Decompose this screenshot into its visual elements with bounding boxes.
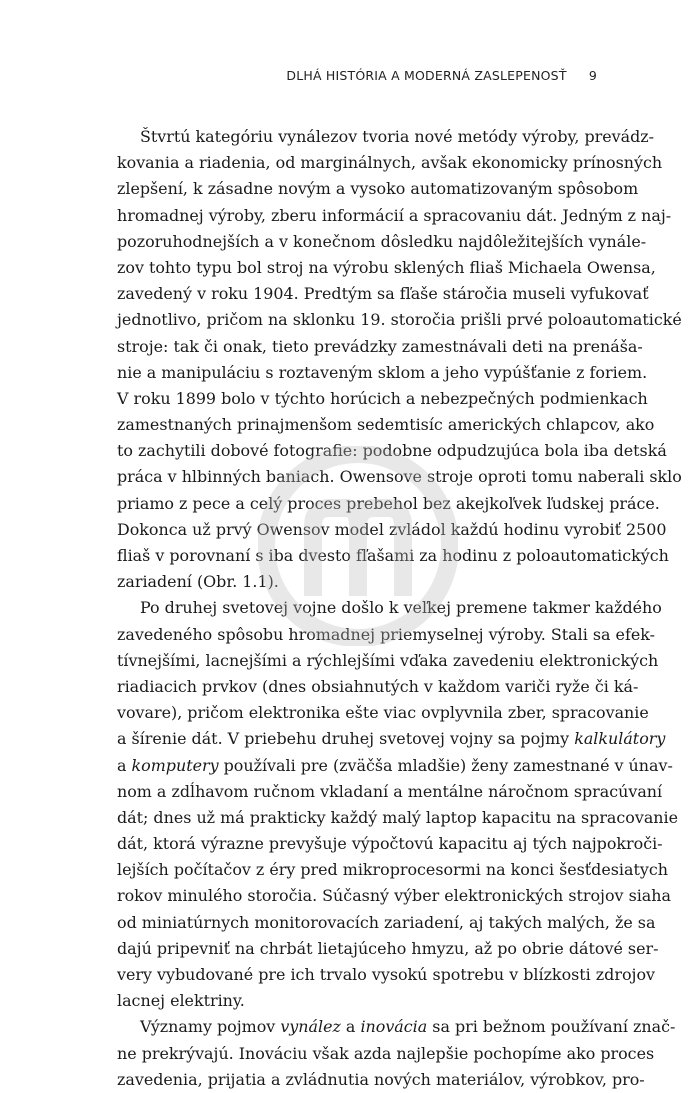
text-line: zariadení (Obr. 1.1). bbox=[117, 572, 279, 592]
text-line: riadiacich prvkov (dnes obsiahnutých v každom variči ryže či ká- bbox=[117, 676, 639, 696]
text-line: Významy pojmov vynález a inovácia sa pri bežnom používaní znač- bbox=[140, 1017, 676, 1037]
italic-term: inovácia bbox=[360, 1017, 428, 1037]
page-number: 9 bbox=[588, 68, 597, 83]
text-line: fliaš v porovnaní s iba dvesto fľašami za hodinu z poloautomatických bbox=[117, 546, 669, 565]
text-line: tívnejšími, lacnejšími a rýchlejšími vďaka zavedeniu elektronických bbox=[117, 650, 659, 670]
text-line: zavedený v roku 1904. Predtým sa fľaše stáročia museli vyfukovať bbox=[117, 284, 649, 304]
running-header bbox=[117, 68, 597, 83]
text-line: lacnej elektriny. bbox=[117, 991, 245, 1011]
text-line: pozoruhodnejších a v konečnom dôsledku najdôležitejších vynále- bbox=[117, 231, 647, 251]
text-line: dajú pripevniť na chrbát lietajúceho hmyzu, až po obrie dátové ser- bbox=[117, 938, 659, 958]
text-line: práca v hlbinných baniach. Owensove stroje oproti tomu naberali sklo bbox=[117, 467, 682, 487]
italic-term: vynález bbox=[280, 1017, 341, 1037]
text-line: zavedenia, prijatia a zvládnutia nových materiálov, výrobkov, pro- bbox=[117, 1069, 645, 1089]
text-line: Po druhej svetovej vojne došlo k veľkej premene takmer každého bbox=[140, 598, 662, 618]
text-line: hromadnej výroby, zberu informácií a spracovaniu dát. Jedným z naj- bbox=[117, 205, 672, 225]
text-line: lejších počítačov z éry pred mikroprocesormi na konci šesťdesiatych bbox=[117, 860, 668, 880]
text-line: ne prekrývajú. Inováciu však azda najlepšie pochopíme ako proces bbox=[117, 1043, 655, 1063]
text-line: zavedeného spôsobu hromadnej priemyselnej výroby. Stali sa efek- bbox=[117, 624, 655, 644]
text-line: vovare), pričom elektronika ešte viac ovplyvnila zber, spracovanie bbox=[117, 703, 649, 723]
text-line: very vybudované pre ich trvalo vysokú spotrebu v blízkosti zdrojov bbox=[117, 965, 655, 984]
text-line: Dokonca už prvý Owensov model zvládol každú hodinu vyrobiť 2500 bbox=[117, 519, 667, 539]
text-line: zamestnaných prinajmenšom sedemtisíc amerických chlapcov, ako bbox=[117, 415, 655, 435]
text-line: zlepšení, k zásadne novým a vysoko automatizovaným spôsobom bbox=[117, 179, 639, 199]
text-line: Štvrtú kategóriu vynálezov tvoria nové metódy výroby, prevádz- bbox=[140, 127, 655, 146]
body-text bbox=[117, 124, 682, 1093]
text-line: stroje: tak či onak, tieto prevádzky zamestnávali deti na prenáša- bbox=[117, 336, 643, 356]
text-line: nie a manipuláciu s roztaveným sklom a jeho vypúšťanie z foriem. bbox=[117, 362, 648, 382]
chapter-title: DLHÁ HISTÓRIA A MODERNÁ ZASLEPENOSŤ bbox=[286, 68, 567, 83]
text-line: kovania a riadenia, od marginálnych, avšak ekonomicky prínosných bbox=[117, 153, 663, 173]
text-line: jednotlivo, pričom na sklonku 19. storočia prišli prvé poloautomatické bbox=[117, 310, 682, 330]
text-line: priamo z pece a celý proces prebehol bez akejkoľvek ľudskej práce. bbox=[117, 493, 660, 513]
italic-term: kalkulátory bbox=[574, 729, 666, 749]
italic-term: komputery bbox=[131, 755, 219, 775]
text-line: a komputery používali pre (zväčša mladšie) ženy zamestnané v únav- bbox=[117, 755, 673, 775]
text-line: V roku 1899 bolo v týchto horúcich a nebezpečných podmienkach bbox=[117, 388, 648, 408]
text-line: dát; dnes už má prakticky každý malý laptop kapacitu na spracovanie bbox=[117, 807, 679, 827]
text-line: rokov minulého storočia. Súčasný výber elektronických strojov siaha bbox=[117, 886, 671, 906]
text-line: to zachytili dobové fotografie: podobne odpudzujúca bola iba detská bbox=[117, 441, 667, 461]
text-line: nom a zdĺhavom ručnom vkladaní a mentálne náročnom spracúvaní bbox=[117, 781, 663, 801]
text-line: od miniatúrnych monitorovacích zariadení, aj takých malých, že sa bbox=[117, 912, 656, 932]
text-line: dát, ktorá výrazne prevyšuje výpočtovú kapacitu aj tých najpokroči- bbox=[117, 834, 663, 854]
text-line: zov tohto typu bol stroj na výrobu sklených fliaš Michaela Owensa, bbox=[117, 257, 656, 277]
text-line: a šírenie dát. V priebehu druhej svetovej vojny sa pojmy kalkulátory bbox=[117, 729, 666, 749]
